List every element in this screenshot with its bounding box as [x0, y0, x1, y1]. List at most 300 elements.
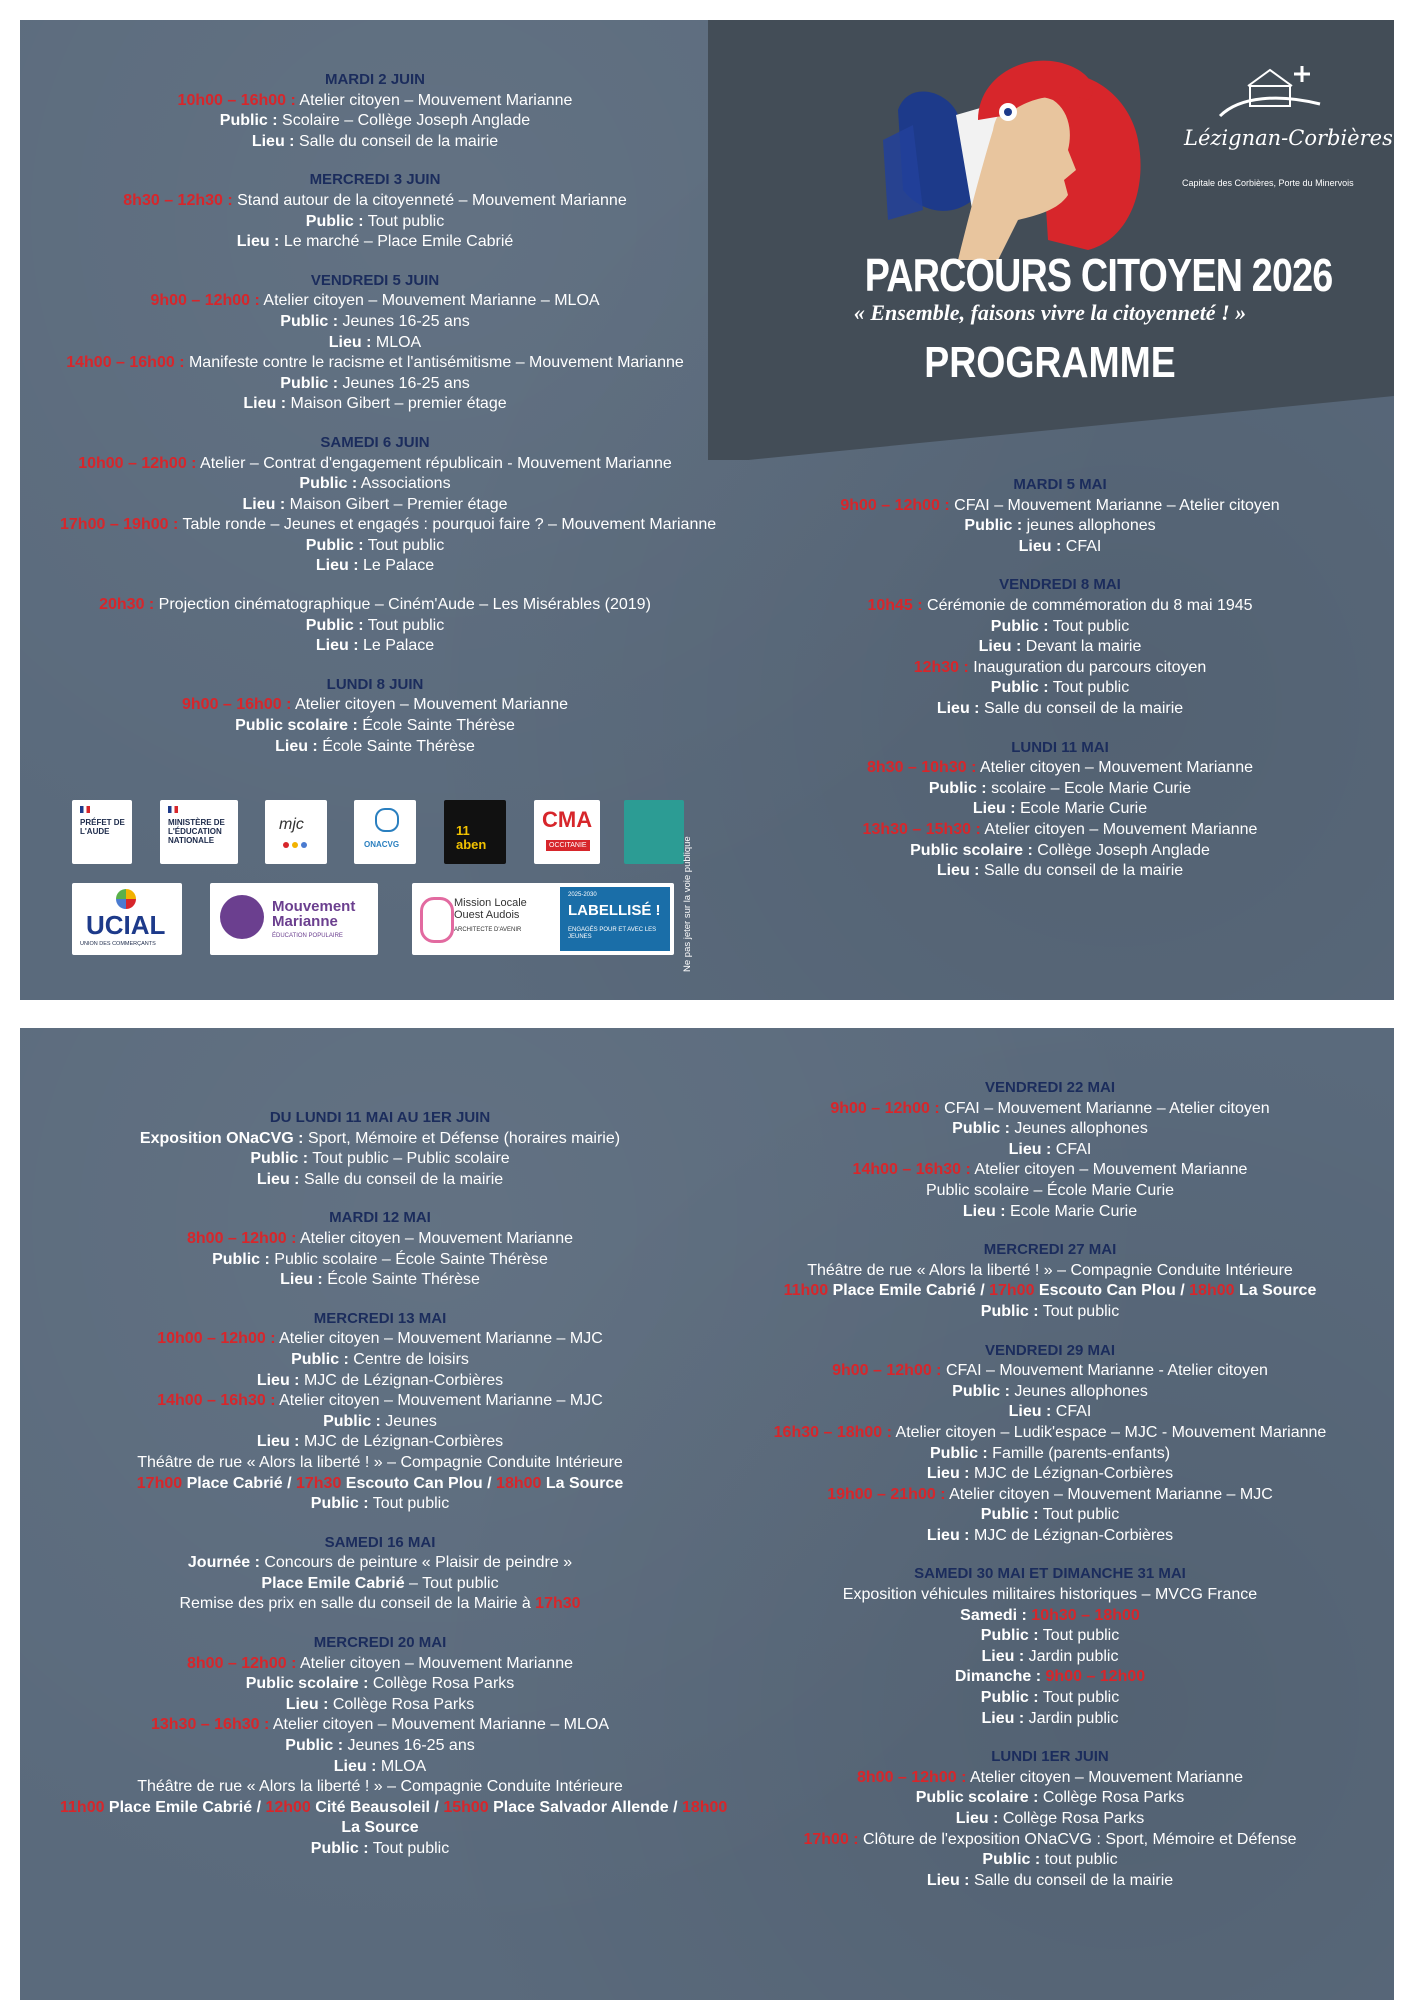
event-label: Public :	[280, 374, 339, 392]
event-text: Salle du conseil de la mairie	[979, 699, 1184, 717]
event-line	[60, 1715, 700, 1736]
event-text: Salle du conseil de la mairie	[969, 1871, 1174, 1889]
event-day-heading: MARDI 2 JUIN	[324, 71, 425, 88]
event-line	[60, 536, 690, 557]
event-time: 15h00	[443, 1798, 489, 1816]
event-label: Lieu :	[251, 132, 295, 150]
event-label: Lieu :	[1008, 1140, 1052, 1158]
event-label: Public scolaire :	[915, 1789, 1039, 1807]
event-line	[60, 1654, 700, 1675]
event-label: Lieu :	[978, 638, 1022, 656]
event-line	[720, 1647, 1380, 1668]
logo-onacvg: ONACVG	[354, 800, 416, 864]
event-text: Tout public	[1038, 1689, 1120, 1707]
event-day-heading: MERCREDI 20 MAI	[313, 1634, 447, 1652]
event-day-heading: LUNDI 1ER JUIN	[991, 1748, 1109, 1766]
event-text: Tout public	[368, 1495, 450, 1513]
event-line	[60, 1777, 700, 1798]
event-day-heading: DU LUNDI 11 MAI AU 1ER JUIN	[269, 1109, 491, 1126]
event-text: Public scolaire – École Sainte Thérèse	[269, 1250, 548, 1268]
schedule-june	[60, 70, 717, 757]
event-label: Public :	[310, 1495, 369, 1513]
event-line	[60, 556, 690, 577]
event-line	[720, 1688, 1380, 1709]
event-label: Public :	[952, 1382, 1010, 1400]
event-text: Cérémonie de commémoration du 8 mai 1945	[922, 596, 1253, 614]
event-label: Lieu :	[328, 333, 372, 351]
event-label: Public :	[929, 1444, 988, 1462]
event-time: 9h00 – 12h00	[1041, 1668, 1146, 1686]
schedule-may-late	[720, 1078, 1380, 1891]
event-label: Public :	[305, 212, 364, 230]
event-text: Jardin public	[1024, 1647, 1119, 1665]
event-text: Ecole Marie Curie	[1005, 1202, 1138, 1220]
event-line	[720, 1626, 1380, 1647]
event-label: Samedi :	[960, 1606, 1027, 1624]
event-line	[60, 1432, 700, 1453]
event-text: Atelier citoyen – Mouvement Marianne	[295, 91, 573, 109]
event-text: CFAI – Mouvement Marianne – Atelier citoyen	[939, 1099, 1270, 1117]
event-text: Tout public	[1038, 1302, 1120, 1320]
event-line	[60, 454, 690, 475]
event-text: MJC de Lézignan-Corbières	[969, 1526, 1174, 1544]
event-label: Public :	[980, 1302, 1039, 1320]
event-time: 11h00	[60, 1798, 105, 1816]
event-line	[720, 1585, 1380, 1606]
event-line	[720, 1667, 1380, 1688]
event-line	[740, 841, 1380, 862]
event-text: Théâtre de rue « Alors la liberté ! » – Compagnie Conduite Intérieure	[137, 1453, 623, 1471]
event-text: Atelier citoyen – Mouvement Marianne	[970, 1161, 1248, 1179]
event-line	[720, 1402, 1380, 1423]
event-label: Public :	[980, 1689, 1039, 1707]
event-label: Public :	[964, 517, 1023, 535]
event-line	[60, 1350, 700, 1371]
event-line	[60, 474, 690, 495]
event-text: CFAI	[1061, 537, 1102, 555]
event-text: MJC de Lézignan-Corbières	[299, 1433, 504, 1451]
event-line	[60, 111, 690, 132]
event-label: Lieu :	[1008, 1403, 1052, 1421]
event-text: Collège Joseph Anglade	[1032, 841, 1210, 859]
event-label: Lieu :	[936, 862, 980, 880]
event-line	[720, 1850, 1380, 1871]
event-text: Maison Gibert – Premier étage	[285, 495, 508, 513]
event-label: Place Salvador Allende /	[488, 1798, 682, 1816]
event-line	[60, 191, 690, 212]
event-text: Tout public – Public scolaire	[308, 1150, 510, 1168]
spacer	[60, 1291, 700, 1309]
event-line	[60, 1839, 700, 1860]
event-line	[60, 616, 690, 637]
event-label: La Source	[541, 1474, 624, 1492]
event-text: Public scolaire – École Marie Curie	[925, 1181, 1175, 1199]
event-text: CFAI – Mouvement Marianne - Atelier citoyen	[941, 1362, 1268, 1380]
event-text: Collège Rosa Parks	[1038, 1789, 1185, 1807]
event-line	[60, 394, 690, 415]
side-note: Ne pas jeter sur la voie publique	[682, 836, 693, 972]
spacer	[60, 415, 690, 433]
event-day-heading: VENDREDI 29 MAI	[984, 1341, 1116, 1359]
event-text: Salle du conseil de la mairie	[299, 1170, 504, 1188]
event-day-heading: SAMEDI 6 JUIN	[320, 433, 430, 451]
event-text: Atelier citoyen – Mouvement Marianne	[966, 1768, 1243, 1786]
event-text: Centre de loisirs	[348, 1350, 469, 1368]
event-time: 12h00	[265, 1798, 311, 1816]
spacer	[740, 557, 1380, 575]
event-time: 13h30 – 15h30 :	[862, 820, 981, 838]
event-label: Public :	[990, 617, 1049, 635]
event-time: 8h00 – 12h00 :	[857, 1768, 967, 1786]
event-text: – Tout public	[404, 1574, 499, 1592]
event-label: Exposition ONaCVG :	[139, 1129, 304, 1147]
event-text: Projection cinématographique – Ciném'Aude – Les Misérables (2019)	[154, 596, 651, 614]
event-text: Jeunes allophones	[1009, 1382, 1148, 1400]
event-line	[60, 695, 690, 716]
event-line	[60, 132, 690, 153]
event-text: Collège Rosa Parks	[328, 1695, 475, 1713]
event-text: Atelier citoyen – Mouvement Marianne – MJC	[275, 1392, 603, 1410]
spacer	[60, 1190, 700, 1208]
event-line	[740, 496, 1380, 517]
logo-cma: CMA OCCITANIE	[534, 800, 600, 864]
event-label: Public :	[952, 1120, 1010, 1138]
event-text: Clôture de l'exposition ONaCVG : Sport, Mémoire et Défense	[858, 1830, 1297, 1848]
event-text: Tout public	[363, 536, 445, 554]
town-tagline: Capitale des Corbières, Porte du Minervois	[1182, 178, 1354, 188]
event-label: Lieu :	[256, 1433, 300, 1451]
event-line	[720, 1768, 1380, 1789]
event-line	[740, 758, 1380, 779]
event-label: Journée :	[187, 1554, 260, 1572]
event-text: Jardin public	[1024, 1709, 1119, 1727]
event-label: Lieu :	[256, 1170, 300, 1188]
slogan: « Ensemble, faisons vivre la citoyenneté ! »	[853, 300, 1247, 325]
event-time: 14h00 – 16h30 :	[157, 1392, 276, 1410]
event-text: Tout public	[1048, 679, 1130, 697]
event-label: Lieu :	[315, 557, 359, 575]
event-label: Lieu :	[962, 1202, 1006, 1220]
event-time: 19h00 – 21h00 :	[827, 1485, 946, 1503]
event-label: Public :	[980, 1506, 1039, 1524]
event-text: Atelier citoyen – Mouvement Marianne – MLOA	[269, 1716, 609, 1734]
event-line	[740, 779, 1380, 800]
event-text: Sport, Mémoire et Défense (horaires mairie)	[303, 1129, 621, 1147]
event-line	[60, 1149, 700, 1170]
event-line	[720, 1160, 1380, 1181]
event-label: Public :	[310, 1840, 369, 1857]
event-line	[60, 232, 690, 253]
logo-ucial: UCIAL UNION DES COMMERÇANTS	[72, 883, 182, 955]
event-time: 20h30 :	[99, 596, 155, 614]
event-label: Public :	[982, 1851, 1041, 1869]
event-line	[60, 1129, 700, 1150]
event-line	[60, 1674, 700, 1695]
event-line	[740, 637, 1380, 658]
event-line	[60, 1229, 700, 1250]
event-line	[720, 1464, 1380, 1485]
event-time: 8h00 – 12h00 :	[187, 1229, 297, 1247]
event-line	[60, 1474, 700, 1495]
event-line	[60, 716, 690, 737]
event-label: Public scolaire :	[910, 841, 1033, 859]
event-label: Public scolaire :	[235, 717, 358, 735]
event-time: 16h30 – 18h00 :	[773, 1423, 892, 1441]
event-day-heading: SAMEDI 30 MAI ET DIMANCHE 31 MAI	[914, 1565, 1186, 1583]
main-title: PARCOURS CITOYEN 2026	[864, 249, 1333, 301]
event-label: Lieu :	[955, 1810, 999, 1827]
event-text: Remise des prix en salle du conseil de la Mairie à	[179, 1595, 536, 1613]
event-text: Ecole Marie Curie	[1015, 800, 1148, 818]
event-day-heading: MARDI 12 MAI	[329, 1209, 431, 1227]
event-day-heading: MARDI 5 MAI	[1013, 476, 1107, 493]
event-label: Public :	[212, 1250, 270, 1268]
spacer	[720, 1729, 1380, 1747]
event-line	[60, 333, 690, 354]
event-line	[740, 537, 1380, 558]
spacer	[740, 720, 1380, 738]
event-line	[60, 1170, 700, 1191]
event-text: Famille (parents-enfants)	[987, 1444, 1171, 1462]
town-logo-icon	[1210, 56, 1330, 126]
event-text: MLOA	[376, 1757, 427, 1775]
event-day-heading: VENDREDI 5 JUIN	[310, 271, 440, 289]
event-time: 8h30 – 12h30 :	[123, 191, 233, 209]
event-line	[60, 636, 690, 657]
event-text: Jeunes 16-25 ans	[343, 1737, 475, 1755]
event-label: Public :	[299, 475, 358, 493]
event-text: MJC de Lézignan-Corbières	[299, 1371, 504, 1389]
brochure-outer-sheet	[20, 20, 1394, 1000]
logo-cinecoeur	[624, 800, 684, 864]
event-line	[60, 1453, 700, 1474]
event-time: 8h00 – 12h00 :	[187, 1654, 297, 1672]
event-time: 14h00 – 16h30 :	[852, 1161, 971, 1179]
brochure-inner-sheet	[20, 1028, 1394, 2000]
event-label: Place Cabrié /	[182, 1474, 296, 1492]
event-label: Lieu :	[926, 1526, 970, 1544]
event-line	[740, 861, 1380, 882]
event-line	[60, 1553, 700, 1574]
event-label: Lieu :	[333, 1757, 377, 1775]
event-line	[720, 1709, 1380, 1730]
event-text: École Sainte Thérèse	[357, 717, 515, 735]
event-text: École Sainte Thérèse	[317, 737, 475, 755]
event-label: Public :	[280, 312, 339, 330]
event-text: Atelier citoyen – Mouvement Marianne	[976, 759, 1253, 777]
event-text: Maison Gibert – premier étage	[286, 395, 507, 413]
event-text: Table ronde – Jeunes et engagés : pourquoi faire ? – Mouvement Marianne	[178, 516, 717, 534]
event-label: Public :	[285, 1737, 344, 1755]
event-line	[720, 1444, 1380, 1465]
event-text: CFAI	[1051, 1403, 1092, 1421]
event-text: Atelier citoyen – Mouvement Marianne – MJC	[275, 1330, 603, 1348]
event-day-heading: SAMEDI 16 MAI	[324, 1533, 436, 1551]
event-text: École Sainte Thérèse	[322, 1271, 480, 1289]
event-time: 17h00 – 19h00 :	[60, 516, 179, 534]
event-line	[740, 617, 1380, 638]
spacer	[720, 1323, 1380, 1341]
event-label: Lieu :	[285, 1695, 329, 1713]
event-time: 17h00	[989, 1282, 1035, 1300]
event-line	[720, 1261, 1380, 1282]
event-text: MLOA	[371, 333, 422, 351]
event-line	[60, 1412, 700, 1433]
event-time: 9h00 – 12h00 :	[830, 1099, 940, 1117]
event-label: Public :	[291, 1350, 349, 1368]
event-line	[720, 1788, 1380, 1809]
programme-heading: PROGRAMME	[924, 338, 1176, 387]
spacer	[720, 1546, 1380, 1564]
event-text: Atelier – Contrat d'engagement républicain - Mouvement Marianne	[196, 454, 672, 472]
schedule-may-mid	[60, 1108, 728, 1860]
event-day-heading: MERCREDI 13 MAI	[313, 1309, 447, 1327]
event-text: Jeunes 16-25 ans	[338, 374, 470, 392]
event-line	[60, 312, 690, 333]
event-line	[60, 515, 717, 536]
event-time: 11h00	[783, 1282, 829, 1300]
event-time: 18h00	[496, 1474, 542, 1492]
event-label: Lieu :	[1018, 537, 1062, 555]
event-time: 12h30 :	[913, 658, 969, 676]
event-time: 9h00 – 16h00 :	[182, 696, 292, 714]
event-day-heading: MERCREDI 3 JUIN	[309, 171, 441, 189]
event-text: Manifeste contre le racisme et l'antisémitisme – Mouvement Marianne	[184, 354, 684, 372]
event-label: Lieu :	[242, 495, 286, 513]
event-line	[740, 820, 1380, 841]
event-day-heading: LUNDI 8 JUIN	[326, 675, 424, 693]
event-text: Théâtre de rue « Alors la liberté ! » – Compagnie Conduite Intérieure	[137, 1778, 623, 1796]
event-line	[60, 1594, 700, 1615]
event-line	[60, 737, 690, 758]
event-text: Salle du conseil de la mairie	[294, 132, 499, 150]
event-line	[720, 1202, 1380, 1223]
event-label: Lieu :	[936, 699, 980, 717]
event-label: Public :	[305, 616, 364, 634]
event-text: Tout public	[1038, 1627, 1120, 1645]
event-time: 10h00 – 12h00 :	[78, 454, 197, 472]
event-text: scolaire – Ecole Marie Curie	[986, 779, 1192, 797]
event-line	[60, 1695, 700, 1716]
event-text: Atelier citoyen – Mouvement Marianne	[296, 1229, 573, 1247]
logo-ministere-education: MINISTÈRE DE L'ÉDUCATION NATIONALE	[160, 800, 238, 864]
event-time: 10h00 – 16h00 :	[177, 91, 296, 109]
event-label: Public :	[323, 1412, 381, 1430]
event-text: Atelier citoyen – Mouvement Marianne	[291, 696, 568, 714]
event-text: Salle du conseil de la mairie	[979, 862, 1184, 880]
event-text: Collège Rosa Parks	[368, 1675, 515, 1693]
event-line	[60, 291, 690, 312]
event-text: Associations	[357, 475, 451, 493]
event-label: Lieu :	[981, 1709, 1025, 1727]
spacer	[60, 152, 690, 170]
event-text: Tout public	[1038, 1506, 1120, 1524]
event-line	[720, 1485, 1380, 1506]
event-label: La Source	[341, 1819, 419, 1837]
event-label: Lieu :	[981, 1647, 1025, 1665]
event-line	[740, 799, 1380, 820]
event-label: Public :	[928, 779, 987, 797]
logo-aben: 11 aben	[444, 800, 506, 864]
event-line	[720, 1361, 1380, 1382]
event-line	[60, 595, 690, 616]
event-line	[720, 1423, 1380, 1444]
event-line	[740, 678, 1380, 699]
event-text: Jeunes	[380, 1412, 437, 1430]
spacer	[60, 253, 690, 271]
event-line	[740, 658, 1380, 679]
event-line	[60, 1494, 700, 1515]
event-line	[720, 1505, 1380, 1526]
town-logo	[1170, 56, 1394, 196]
logo-mjc: mjc	[265, 800, 327, 864]
event-time: 8h30 – 10h30 :	[867, 759, 977, 777]
event-label: Escouto Can Plou /	[341, 1474, 497, 1492]
event-line	[720, 1606, 1380, 1627]
event-text: Scolaire – Collège Joseph Anglade	[277, 112, 531, 130]
event-text: Tout public	[1048, 617, 1130, 635]
event-text: Atelier citoyen – Ludik'espace – MJC - Mouvement Marianne	[891, 1423, 1327, 1441]
event-label: Public :	[219, 112, 278, 130]
event-time: 10h00 – 12h00 :	[157, 1330, 276, 1348]
event-line	[720, 1871, 1380, 1892]
event-label: Place Emile Cabrié	[261, 1574, 405, 1592]
event-text: Atelier citoyen – Mouvement Marianne	[296, 1654, 573, 1672]
spacer	[60, 577, 690, 595]
event-line	[720, 1099, 1380, 1120]
event-line	[720, 1302, 1380, 1323]
event-text: Jeunes allophones	[1009, 1120, 1148, 1138]
event-line	[720, 1830, 1380, 1851]
event-text: CFAI	[1051, 1140, 1092, 1158]
event-line	[720, 1526, 1380, 1547]
spacer	[720, 1222, 1380, 1240]
schedule-may-early	[740, 475, 1380, 882]
event-line	[60, 1270, 700, 1291]
event-text: Exposition véhicules militaires historiques – MVCG France	[842, 1586, 1258, 1604]
event-line	[60, 1574, 700, 1595]
event-line	[720, 1382, 1380, 1403]
event-label: Lieu :	[243, 395, 287, 413]
event-line	[720, 1181, 1380, 1202]
event-time: 9h00 – 12h00 :	[840, 496, 950, 514]
event-time: 18h00	[1189, 1282, 1235, 1300]
event-label: Lieu :	[315, 637, 359, 655]
event-line	[60, 1798, 728, 1819]
event-day-heading: MERCREDI 27 MAI	[983, 1241, 1117, 1259]
event-time: 17h30	[295, 1474, 342, 1492]
event-label: Public :	[990, 679, 1049, 697]
event-text: tout public	[1040, 1851, 1118, 1869]
event-text: Devant la mairie	[1021, 638, 1142, 656]
event-line	[60, 1371, 700, 1392]
event-day-heading: VENDREDI 22 MAI	[984, 1079, 1116, 1096]
event-label: Public scolaire :	[245, 1675, 369, 1693]
event-text: MJC de Lézignan-Corbières	[969, 1465, 1174, 1483]
event-time: 13h30 – 16h30 :	[150, 1716, 270, 1734]
logo-mission-locale: Mission Locale Ouest Audois ARCHITECTE D'AVENIR 2025-2030 LABELLISÉ ! ENGAGÉS POUR ET AVEC LES JEUNES	[412, 883, 674, 955]
spacer	[60, 657, 690, 675]
event-time: 9h00 – 12h00 :	[832, 1362, 942, 1380]
event-text: Le Palace	[358, 637, 435, 655]
event-text: Tout public	[363, 212, 445, 230]
event-text: Atelier citoyen – Mouvement Marianne – MJC	[945, 1485, 1273, 1503]
event-line	[60, 495, 690, 516]
event-line	[740, 699, 1380, 720]
event-label: Lieu :	[926, 1465, 970, 1483]
event-text: Collège Rosa Parks	[998, 1810, 1145, 1827]
event-line	[740, 516, 1380, 537]
